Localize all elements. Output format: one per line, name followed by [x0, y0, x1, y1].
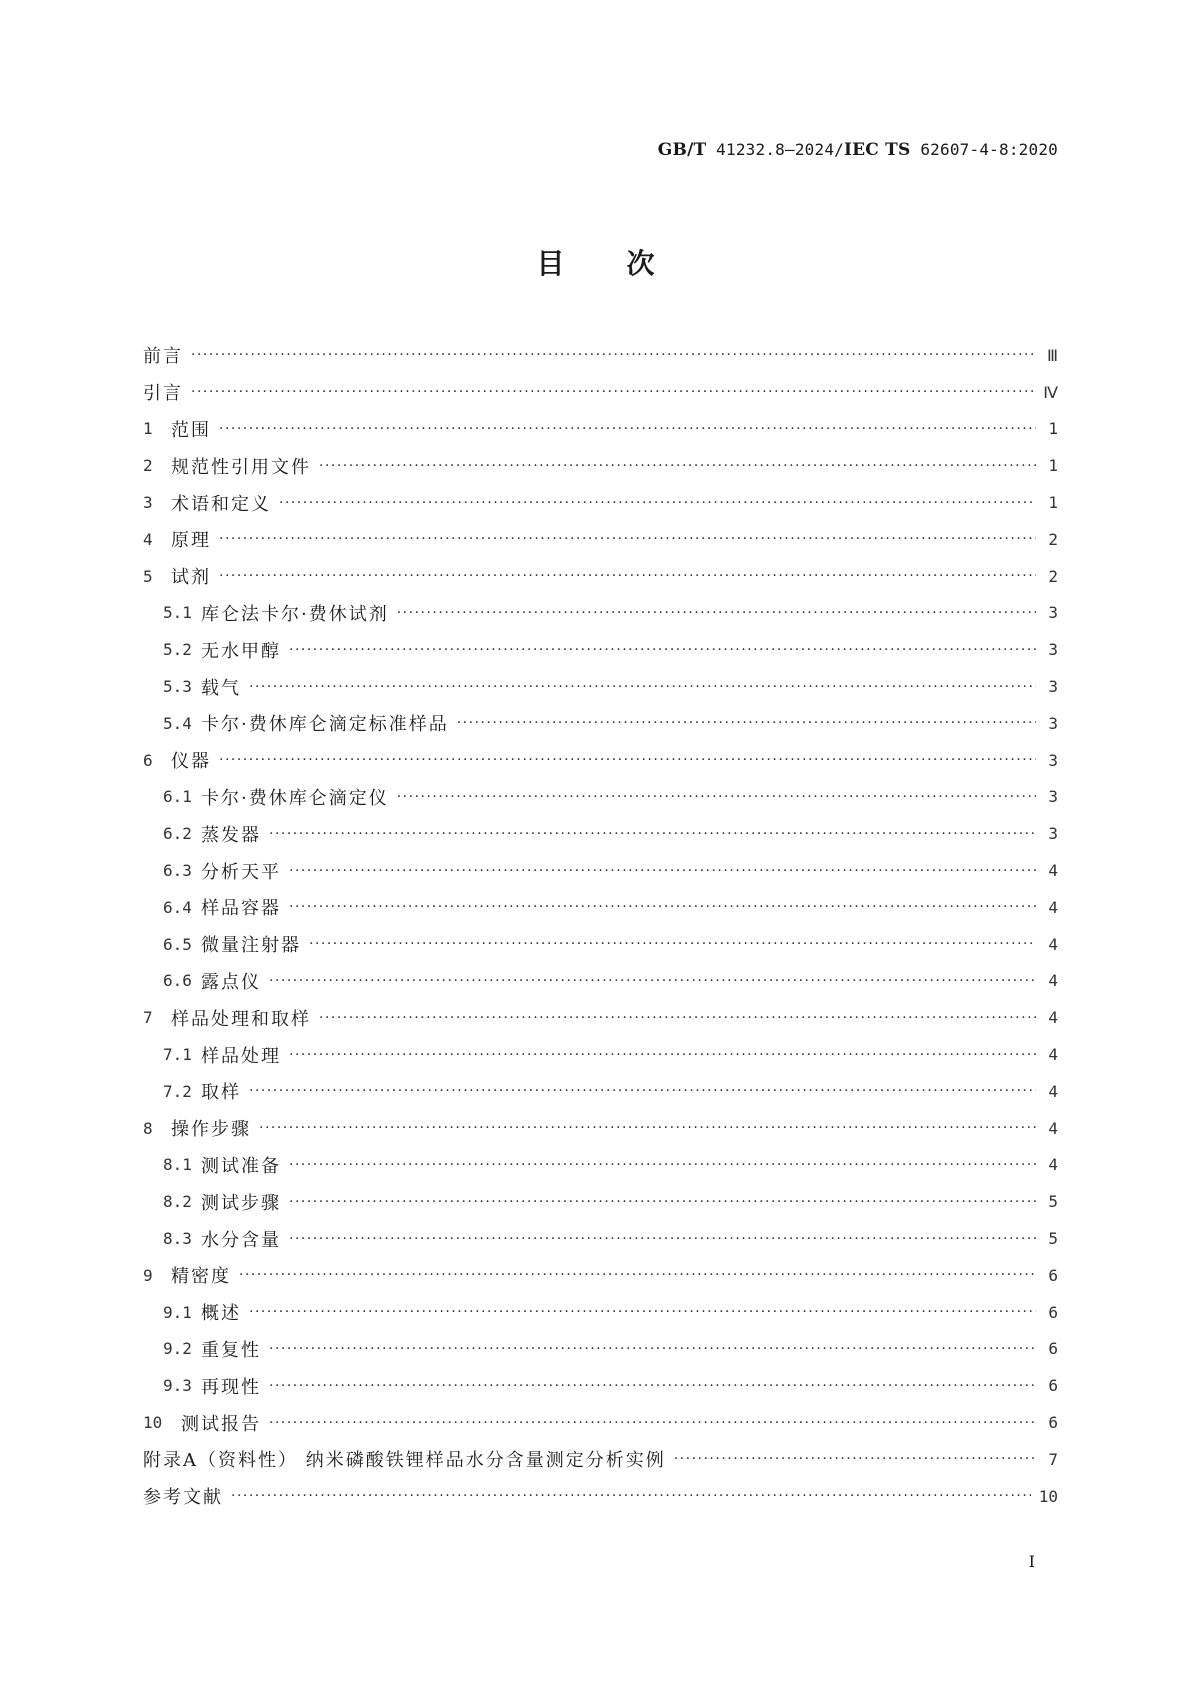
- toc-entry[interactable]: [143, 337, 1058, 374]
- toc-entry[interactable]: [143, 1367, 1058, 1404]
- toc-entry[interactable]: [143, 1183, 1058, 1220]
- toc-dot-leader: [269, 826, 1036, 842]
- toc-entry-number: 8.2: [163, 1192, 192, 1212]
- toc-entry-label: 前言: [143, 346, 183, 368]
- toc-entry-page: 4: [1048, 934, 1058, 954]
- toc-entry-label: 样品处理和取样: [171, 1008, 311, 1030]
- toc-entry-label: 参考文献: [143, 1487, 223, 1509]
- toc-entry[interactable]: [143, 926, 1058, 963]
- toc-entry-number: 5.1: [163, 603, 192, 623]
- toc-entry[interactable]: [143, 484, 1058, 521]
- toc-entry-label: 测试准备: [201, 1155, 281, 1177]
- toc-entry[interactable]: [143, 447, 1058, 484]
- toc-entry[interactable]: [143, 521, 1058, 558]
- toc-dot-leader: [269, 1378, 1036, 1394]
- toc-entry[interactable]: [143, 1331, 1058, 1368]
- toc-entry-number: 1: [143, 419, 153, 439]
- table-of-contents: [143, 337, 1058, 1515]
- toc-entry-number: 8.3: [163, 1229, 192, 1249]
- toc-entry-label: 取样: [201, 1082, 241, 1104]
- toc-entry[interactable]: [143, 1404, 1058, 1441]
- toc-entry-label: 水分含量: [201, 1229, 281, 1251]
- toc-dot-leader: [319, 458, 1036, 474]
- toc-entry-page: 6: [1048, 1376, 1058, 1396]
- toc-dot-leader: [269, 1415, 1036, 1431]
- toc-dot-leader: [219, 752, 1036, 768]
- iec-prefix: IEC TS: [844, 140, 911, 160]
- toc-dot-leader: [259, 1120, 1036, 1136]
- toc-dot-leader: [397, 605, 1036, 621]
- toc-entry-label: 术语和定义: [171, 493, 271, 515]
- toc-entry-label: 操作步骤: [171, 1119, 251, 1141]
- toc-entry-label: 无水甲醇: [201, 640, 281, 662]
- toc-entry-label: 分析天平: [201, 861, 281, 883]
- toc-dot-leader: [289, 863, 1036, 879]
- toc-dot-leader: [269, 973, 1036, 989]
- toc-entry-label: 载气: [201, 677, 241, 699]
- toc-entry-page: 3: [1048, 603, 1058, 623]
- toc-entry-number: 7.1: [163, 1045, 192, 1065]
- toc-entry-number: 7: [143, 1008, 153, 1028]
- toc-entry[interactable]: [143, 1257, 1058, 1294]
- toc-entry-page: 3: [1048, 677, 1058, 697]
- toc-dot-leader: [219, 421, 1036, 437]
- toc-entry-page: 3: [1048, 750, 1058, 770]
- iec-number: 62607-4-8:2020: [910, 140, 1058, 159]
- toc-dot-leader: [231, 1488, 1031, 1504]
- toc-entry-label: 规范性引用文件: [171, 456, 311, 478]
- toc-entry-label: 原理: [171, 530, 211, 552]
- toc-entry-label: 库仑法卡尔·费休试剂: [201, 603, 389, 625]
- toc-dot-leader: [289, 1157, 1036, 1173]
- toc-entry[interactable]: [143, 1294, 1058, 1331]
- toc-entry[interactable]: [143, 815, 1058, 852]
- toc-entry-page: 1: [1048, 456, 1058, 476]
- toc-entry[interactable]: [143, 742, 1058, 779]
- toc-entry[interactable]: [143, 668, 1058, 705]
- standard-number: 41232.8—2024/: [706, 140, 844, 159]
- toc-dot-leader: [674, 1451, 1036, 1467]
- toc-entry-label: 附录A（资料性） 纳米磷酸铁锂样品水分含量测定分析实例: [143, 1450, 666, 1472]
- toc-entry[interactable]: [143, 1220, 1058, 1257]
- toc-entry-number: 4: [143, 529, 153, 549]
- toc-entry-label: 蒸发器: [201, 824, 261, 846]
- toc-entry-number: 3: [143, 493, 153, 513]
- toc-entry-number: 10: [143, 1413, 163, 1432]
- toc-entry-number: 6.6: [163, 971, 192, 991]
- toc-entry-page: 5: [1048, 1192, 1058, 1212]
- toc-entry-number: 6.3: [163, 861, 192, 881]
- toc-entry-page: 4: [1048, 1118, 1058, 1138]
- toc-entry-number: 6.1: [163, 787, 192, 807]
- toc-entry-label: 样品容器: [201, 898, 281, 920]
- toc-entry-label: 重复性: [201, 1339, 261, 1361]
- toc-entry-label: 样品处理: [201, 1045, 281, 1067]
- toc-entry-page: Ⅳ: [1043, 382, 1058, 402]
- toc-dot-leader: [249, 1083, 1036, 1099]
- toc-entry-number: 6.2: [163, 824, 192, 844]
- toc-entry-page: 4: [1048, 897, 1058, 917]
- toc-entry[interactable]: [143, 1147, 1058, 1184]
- toc-entry-label: 测试步骤: [201, 1192, 281, 1214]
- toc-entry[interactable]: [143, 631, 1058, 668]
- toc-entry-page: 6: [1048, 1339, 1058, 1359]
- toc-dot-leader: [289, 1231, 1036, 1247]
- toc-entry-label: 卡尔·费休库仑滴定标准样品: [201, 714, 449, 736]
- toc-entry-number: 6.4: [163, 897, 192, 917]
- toc-dot-leader: [279, 495, 1036, 511]
- toc-entry[interactable]: [143, 411, 1058, 448]
- toc-entry-page: 6: [1048, 1302, 1058, 1322]
- page-number: Ⅰ: [1028, 1552, 1035, 1571]
- toc-entry[interactable]: [143, 1441, 1058, 1478]
- toc-entry-number: 7.2: [163, 1081, 192, 1101]
- toc-dot-leader: [309, 936, 1036, 952]
- toc-entry[interactable]: [143, 558, 1058, 595]
- toc-entry[interactable]: [143, 1110, 1058, 1147]
- toc-dot-leader: [319, 1010, 1036, 1026]
- toc-dot-leader: [457, 715, 1036, 731]
- toc-entry-page: 2: [1048, 566, 1058, 586]
- toc-entry-page: 4: [1048, 971, 1058, 991]
- toc-entry-page: 3: [1048, 787, 1058, 807]
- toc-dot-leader: [289, 642, 1036, 658]
- toc-entry-number: 6.5: [163, 934, 192, 954]
- toc-entry[interactable]: [143, 705, 1058, 742]
- toc-entry[interactable]: [143, 595, 1058, 632]
- toc-entry-label: 试剂: [171, 567, 211, 589]
- toc-entry[interactable]: [143, 963, 1058, 1000]
- toc-entry-page: 1: [1048, 493, 1058, 513]
- toc-entry-number: 9.1: [163, 1302, 192, 1322]
- toc-dot-leader: [397, 789, 1036, 805]
- toc-entry-page: 3: [1048, 824, 1058, 844]
- toc-entry-page: Ⅲ: [1046, 345, 1058, 365]
- toc-dot-leader: [289, 899, 1036, 915]
- toc-dot-leader: [219, 568, 1036, 584]
- toc-entry-number: 5.3: [163, 677, 192, 697]
- toc-dot-leader: [191, 347, 1036, 363]
- toc-entry-label: 卡尔·费休库仑滴定仪: [201, 787, 389, 809]
- toc-entry-label: 微量注射器: [201, 935, 301, 957]
- toc-entry-label: 露点仪: [201, 971, 261, 993]
- toc-entry[interactable]: [143, 889, 1058, 926]
- toc-entry-number: 5.2: [163, 640, 192, 660]
- toc-entry-page: 5: [1048, 1229, 1058, 1249]
- page-title: 目次: [536, 247, 717, 280]
- toc-entry-page: 3: [1048, 713, 1058, 733]
- toc-entry-label: 仪器: [171, 751, 211, 773]
- toc-entry-page: 3: [1048, 640, 1058, 660]
- toc-entry[interactable]: [143, 1036, 1058, 1073]
- toc-entry-label: 概述: [201, 1303, 241, 1325]
- toc-entry-label: 精密度: [171, 1266, 231, 1288]
- toc-entry-label: 再现性: [201, 1376, 261, 1398]
- toc-entry-page: 4: [1048, 1155, 1058, 1175]
- toc-entry-number: 5.4: [163, 713, 192, 733]
- toc-entry-label: 引言: [143, 383, 183, 405]
- document-code-header: [658, 140, 1058, 160]
- toc-entry[interactable]: [143, 374, 1058, 411]
- toc-dot-leader: [269, 1341, 1036, 1357]
- toc-entry-number: 8.1: [163, 1155, 192, 1175]
- toc-dot-leader: [191, 384, 1035, 400]
- toc-entry-page: 6: [1048, 1265, 1058, 1285]
- toc-entry-number: 2: [143, 456, 153, 476]
- toc-entry-page: 1: [1048, 419, 1058, 439]
- toc-entry-page: 7: [1048, 1449, 1058, 1469]
- toc-entry-page: 4: [1048, 1045, 1058, 1065]
- toc-entry-number: 9: [143, 1265, 153, 1285]
- toc-entry-number: 5: [143, 566, 153, 586]
- toc-dot-leader: [289, 1047, 1036, 1063]
- toc-entry[interactable]: [143, 1478, 1058, 1515]
- toc-entry-number: 9.3: [163, 1376, 192, 1396]
- toc-entry[interactable]: [143, 779, 1058, 816]
- toc-entry-number: 6: [143, 750, 153, 770]
- toc-entry-page: 4: [1048, 1008, 1058, 1028]
- toc-dot-leader: [289, 1194, 1036, 1210]
- toc-entry-page: 10: [1038, 1486, 1058, 1506]
- toc-entry-page: 4: [1048, 1081, 1058, 1101]
- toc-dot-leader: [249, 1304, 1036, 1320]
- toc-entry-number: 8: [143, 1118, 153, 1138]
- toc-entry-number: 9.2: [163, 1339, 192, 1359]
- toc-entry[interactable]: [143, 999, 1058, 1036]
- toc-entry[interactable]: [143, 852, 1058, 889]
- toc-entry-page: 6: [1048, 1413, 1058, 1432]
- toc-entry-page: 2: [1048, 529, 1058, 549]
- toc-dot-leader: [239, 1267, 1036, 1283]
- standard-prefix: GB/T: [657, 140, 707, 160]
- toc-entry-label: 测试报告: [181, 1413, 261, 1435]
- toc-entry[interactable]: [143, 1073, 1058, 1110]
- toc-entry-label: 范围: [171, 419, 211, 441]
- toc-dot-leader: [219, 531, 1036, 547]
- toc-dot-leader: [249, 679, 1036, 695]
- toc-entry-page: 4: [1048, 861, 1058, 881]
